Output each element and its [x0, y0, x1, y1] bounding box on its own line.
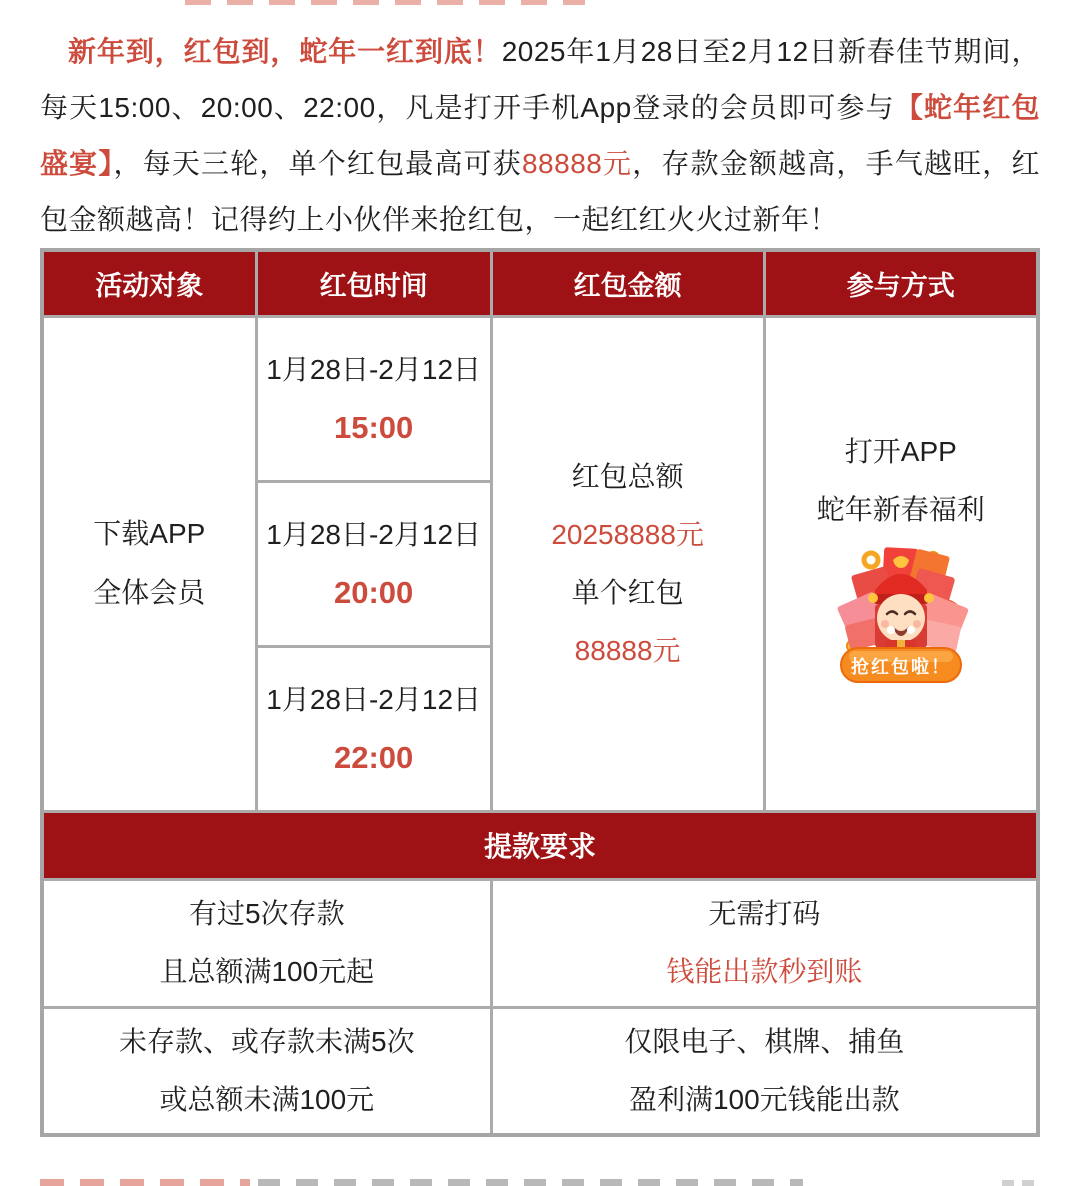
time-cell-3 — [256, 646, 491, 811]
withdraw-r2-right-line2: 盈利满100元钱能出款 — [628, 1083, 900, 1115]
promo-table — [40, 248, 1040, 1137]
withdraw-header-row — [42, 811, 1038, 879]
time-cell-2 — [256, 481, 491, 646]
withdraw-row-1 — [42, 879, 1038, 1007]
amount-total-label: 红包总额 — [571, 460, 684, 492]
audience-line-2: 全体会员 — [93, 577, 206, 608]
intro-segment-3: ，存款金额越高，手气越旺，红包金额越高！记得约上小伙伴来抢红包，一起红红火火过新年！ — [40, 148, 1040, 235]
clipped-text-fragment-bottom-red — [40, 1179, 250, 1186]
method-line-1: 打开APP — [844, 436, 957, 467]
amount-single-value: 88888元 — [574, 634, 681, 666]
amount-cell — [491, 316, 764, 811]
intro-segment-1: 2025年1月28日至2月12日新春佳节期间，每天15:00、20:00、22:00，凡是打开手机App登录的会员即可参与 — [40, 36, 1040, 123]
intro-paragraph — [40, 24, 1040, 248]
time-2-date: 1月28日-2月12日 — [266, 518, 482, 550]
time-cell-1 — [256, 316, 491, 481]
withdraw-r2-left-cell — [42, 1007, 491, 1135]
grab-badge-label: 抢红包啦！ — [850, 657, 951, 677]
method-cell — [764, 316, 1038, 811]
intro-highlight: 【蛇年红包盛宴】 — [40, 92, 1040, 179]
header-time: 红包时间 — [256, 250, 491, 316]
time-2-hour: 20:00 — [334, 574, 414, 610]
audience-line-1: 下载APP — [93, 518, 206, 549]
time-3-hour: 22:00 — [334, 739, 414, 775]
grab-red-envelope-badge — [841, 648, 961, 682]
withdraw-r1-left-line1: 有过5次存款 — [189, 898, 345, 929]
header-audience: 活动对象 — [42, 250, 256, 316]
header-method: 参与方式 — [764, 250, 1038, 316]
amount-total-value: 20258888元 — [551, 518, 704, 550]
withdraw-header: 提款要求 — [42, 811, 1038, 879]
time-1-date: 1月28日-2月12日 — [266, 353, 482, 385]
withdraw-r2-right-cell — [491, 1007, 1038, 1135]
withdraw-r1-left-line2: 且总额满100元起 — [159, 956, 375, 987]
mascot-illustration — [823, 542, 979, 684]
clipped-text-fragment-top — [185, 0, 585, 5]
clipped-text-fragment-bottom-gray — [1002, 1180, 1038, 1186]
intro-lead: 新年到，红包到，蛇年一红到底！ — [68, 36, 502, 67]
withdraw-r2-left-line1: 未存款、或存款未满5次 — [119, 1025, 415, 1057]
withdraw-r1-right-line1: 无需打码 — [708, 898, 821, 929]
withdraw-r1-left-cell — [42, 879, 491, 1007]
gold-coin-icon — [864, 553, 878, 567]
withdraw-r2-left-line2: 或总额未满100元 — [159, 1083, 375, 1115]
audience-cell — [42, 316, 256, 811]
withdraw-row-2 — [42, 1007, 1038, 1135]
header-amount: 红包金额 — [491, 250, 764, 316]
method-line-2: 蛇年新春福利 — [816, 494, 985, 525]
amount-single-label: 单个红包 — [571, 576, 684, 608]
withdraw-r1-right-line2: 钱能出款秒到账 — [666, 956, 863, 987]
intro-max-amount: 88888元 — [521, 148, 633, 179]
table-row — [42, 316, 1038, 481]
god-of-wealth-mascot — [823, 542, 979, 691]
intro-segment-2: ，每天三轮，单个红包最高可获 — [113, 148, 522, 179]
clipped-text-fragment-bottom-dark — [258, 1179, 803, 1186]
withdraw-r1-right-cell — [491, 879, 1038, 1007]
time-3-date: 1月28日-2月12日 — [266, 683, 482, 715]
table-header-row — [42, 250, 1038, 316]
withdraw-r2-right-line1: 仅限电子、棋牌、捕鱼 — [624, 1025, 905, 1057]
time-1-hour: 15:00 — [334, 409, 414, 445]
